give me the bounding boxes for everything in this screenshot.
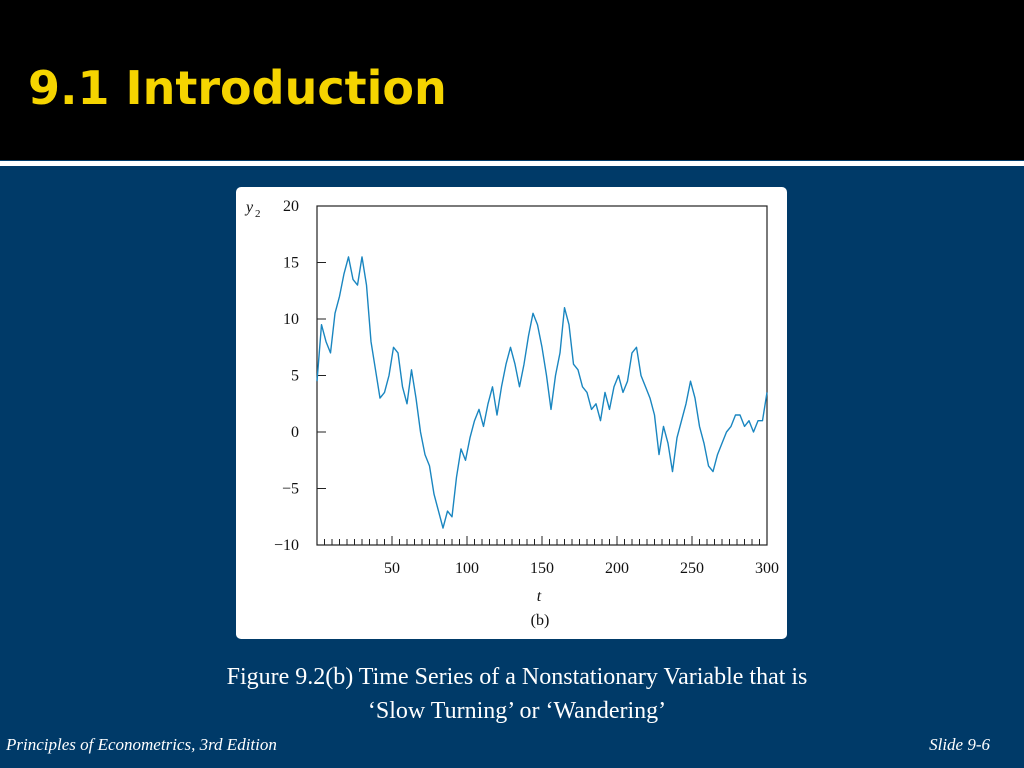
x-tick-label: 200 <box>605 560 629 577</box>
y-axis-label-subscript: 2 <box>255 208 261 220</box>
x-tick-label: 100 <box>455 560 479 577</box>
footer-slide-number: Slide 9-6 <box>929 735 990 754</box>
y-tick-label: −5 <box>281 480 299 498</box>
x-tick-label: 50 <box>384 560 400 577</box>
y-tick-label: 20 <box>283 198 299 215</box>
x-tick-label: 300 <box>755 560 779 577</box>
figure-caption <box>0 660 1024 728</box>
x-axis-label: t <box>536 588 542 605</box>
slide-title: 9.1 Introduction <box>28 61 447 115</box>
title-divider <box>0 161 1024 166</box>
footer-book-title: Principles of Econometrics, 3rd Edition <box>6 735 277 754</box>
panel-label: (b) <box>530 612 550 629</box>
y-tick-label: 15 <box>283 254 299 272</box>
y-tick-label: 10 <box>283 311 299 328</box>
x-tick-label: 150 <box>530 560 554 577</box>
y-tick-label: 5 <box>291 367 299 385</box>
series-line <box>317 257 767 528</box>
caption-line-2: ‘Slow Turning’ or ‘Wandering’ <box>367 698 667 724</box>
figure-panel <box>236 187 787 639</box>
y-tick-label: 0 <box>291 424 299 441</box>
y-axis-label: y <box>246 199 254 216</box>
x-tick-label: 250 <box>680 560 704 577</box>
caption-line-1: Figure 9.2(b) Time Series of a Nonstationary Variable that is <box>226 664 808 690</box>
y-tick-label: −10 <box>273 537 299 554</box>
plot-frame <box>317 206 767 545</box>
time-series-chart <box>236 187 787 639</box>
